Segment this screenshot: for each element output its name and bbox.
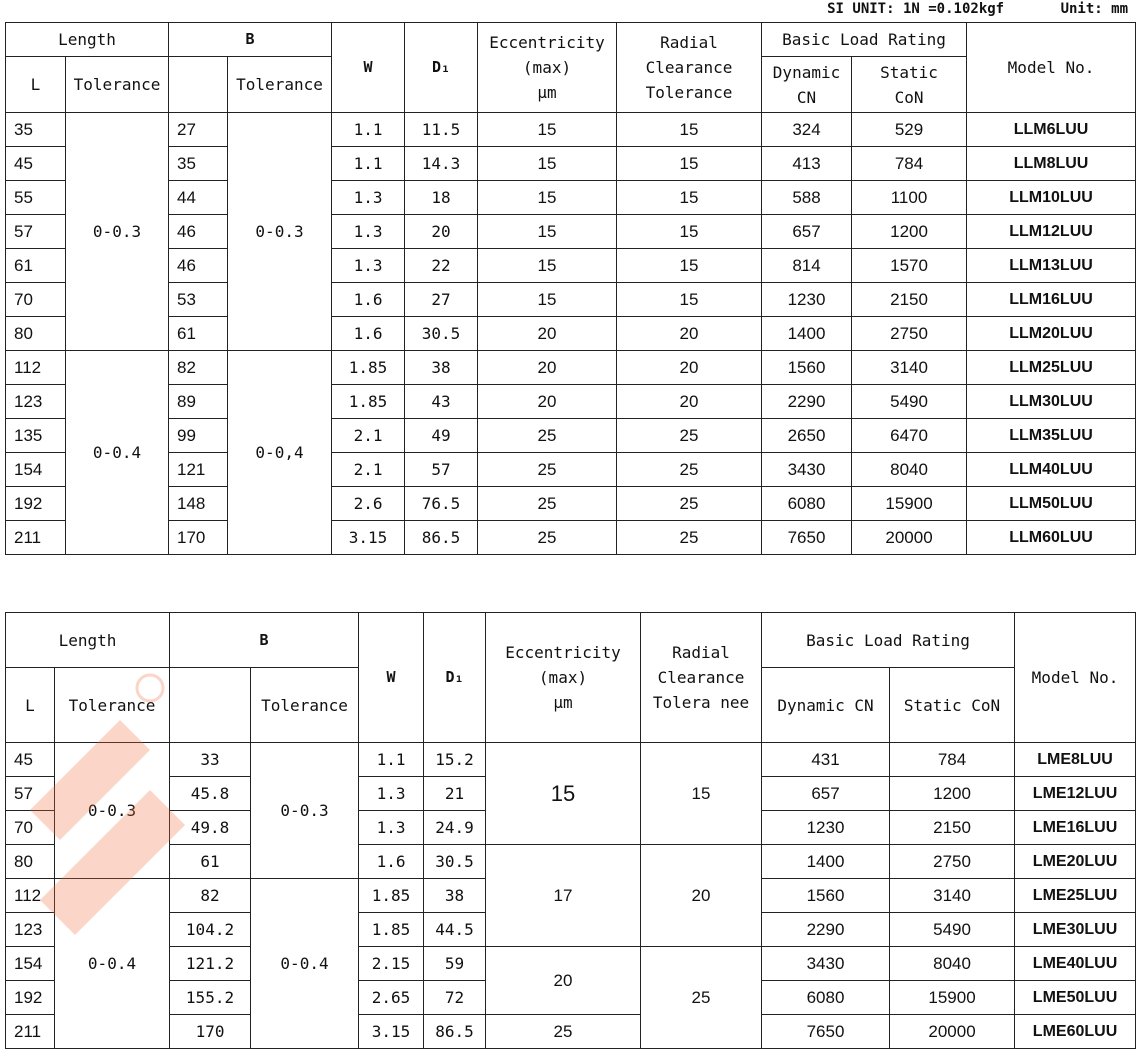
- cell-static: 2750: [852, 317, 967, 351]
- cell-w: 1.85: [332, 351, 405, 385]
- cell-l: 192: [6, 981, 55, 1015]
- header-ecc-line3: μm: [537, 83, 557, 102]
- cell-static: 2150: [890, 811, 1015, 845]
- header-length: Length: [6, 23, 169, 57]
- header-d1: D₁: [405, 23, 478, 113]
- llm-spec-table: [5, 22, 1136, 555]
- cell-d1: 24.9: [424, 811, 486, 845]
- cell-dynamic: 324: [762, 113, 852, 147]
- header-l: L: [6, 668, 55, 743]
- cell-d1: 20: [405, 215, 478, 249]
- unit-label: Unit: mm: [1060, 1, 1128, 17]
- cell-eccentricity: 25: [478, 521, 617, 555]
- cell-dynamic: 657: [762, 777, 890, 811]
- cell-radial: 15: [641, 743, 762, 845]
- si-unit-label: SI UNIT: 1N =0.102kgf: [827, 1, 1005, 17]
- cell-b: 170: [169, 521, 228, 555]
- cell-static: 3140: [890, 879, 1015, 913]
- cell-d1: 18: [405, 181, 478, 215]
- cell-static: 784: [852, 147, 967, 181]
- header-static: [852, 57, 967, 113]
- header-d1: D₁: [424, 613, 486, 743]
- cell-b: 82: [169, 351, 228, 385]
- header-b-blank: [169, 57, 228, 113]
- cell-dynamic: 2290: [762, 385, 852, 419]
- cell-b: 61: [169, 317, 228, 351]
- table-row: [6, 1015, 1136, 1049]
- header-radial: [641, 613, 762, 743]
- header-rad-line1: Radial: [660, 33, 718, 52]
- cell-b: 46: [169, 215, 228, 249]
- cell-d1: 86.5: [405, 521, 478, 555]
- cell-eccentricity: 15: [478, 283, 617, 317]
- cell-l: 45: [6, 147, 66, 181]
- table2-body: [6, 743, 1136, 1049]
- cell-static: 2750: [890, 845, 1015, 879]
- cell-radial: 15: [617, 181, 762, 215]
- cell-static: 8040: [852, 453, 967, 487]
- cell-static: 1570: [852, 249, 967, 283]
- cell-d1: 49: [405, 419, 478, 453]
- cell-dynamic: 1560: [762, 351, 852, 385]
- cell-w: 2.1: [332, 419, 405, 453]
- cell-dynamic: 1230: [762, 811, 890, 845]
- cell-dynamic: 814: [762, 249, 852, 283]
- cell-b: 89: [169, 385, 228, 419]
- cell-radial: 20: [617, 317, 762, 351]
- cell-l: 57: [6, 777, 55, 811]
- table-row: [6, 947, 1136, 981]
- table-row: [6, 351, 1136, 385]
- header-b-tolerance: Tolerance: [251, 668, 359, 743]
- cell-eccentricity: 15: [486, 743, 641, 845]
- cell-dynamic: 1230: [762, 283, 852, 317]
- header-ecc-line2: (max): [538, 668, 588, 687]
- cell-model: LLM60LUU: [967, 521, 1136, 555]
- header-rad-line2: Clearance: [657, 668, 745, 687]
- cell-dynamic: 1560: [762, 879, 890, 913]
- header-l: L: [6, 57, 66, 113]
- cell-radial: 15: [617, 147, 762, 181]
- cell-eccentricity: 25: [478, 487, 617, 521]
- cell-model: LME40LUU: [1015, 947, 1136, 981]
- header-ecc-line2: (max): [522, 58, 572, 77]
- header-ecc-line1: Eccentricity: [505, 643, 621, 662]
- cell-b: 155.2: [170, 981, 251, 1015]
- table1-header: [6, 23, 1136, 113]
- table-row: [6, 283, 1136, 317]
- cell-l: 57: [6, 215, 66, 249]
- header-eccentricity: [478, 23, 617, 113]
- header-l-tolerance: Tolerance: [66, 57, 169, 113]
- cell-w: 1.1: [359, 743, 424, 777]
- cell-l: 154: [6, 947, 55, 981]
- cell-l: 123: [6, 385, 66, 419]
- cell-w: 1.6: [359, 845, 424, 879]
- cell-dynamic: 2650: [762, 419, 852, 453]
- table-row: [6, 113, 1136, 147]
- cell-static: 1200: [852, 215, 967, 249]
- cell-d1: 27: [405, 283, 478, 317]
- cell-eccentricity: 15: [478, 113, 617, 147]
- cell-radial: 20: [617, 385, 762, 419]
- cell-model: LME16LUU: [1015, 811, 1136, 845]
- table-row: [6, 147, 1136, 181]
- cell-b: 99: [169, 419, 228, 453]
- cell-static: 3140: [852, 351, 967, 385]
- header-sta-line2: CoN: [894, 87, 924, 107]
- cell-radial: 15: [617, 215, 762, 249]
- cell-l-tolerance: 0-0.4: [55, 879, 170, 1049]
- header-dyn-line1: Dynamic: [772, 62, 841, 82]
- header-basic-load: Basic Load Rating: [762, 613, 1015, 668]
- cell-w: 3.15: [359, 1015, 424, 1049]
- cell-static: 784: [890, 743, 1015, 777]
- cell-b: 121.2: [170, 947, 251, 981]
- header-rad-line3: Tolera nee: [652, 693, 750, 712]
- cell-model: LME30LUU: [1015, 913, 1136, 947]
- table-row: [6, 181, 1136, 215]
- table-row: [6, 249, 1136, 283]
- cell-l-tolerance: 0-0.4: [66, 351, 169, 555]
- cell-b-tolerance: 0-0.4: [251, 879, 359, 1049]
- cell-dynamic: 3430: [762, 453, 852, 487]
- table-row: [6, 385, 1136, 419]
- cell-dynamic: 1400: [762, 317, 852, 351]
- cell-l-tolerance: 0-0.3: [55, 743, 170, 879]
- header-static: Static CoN: [890, 668, 1015, 743]
- header-b-blank: [170, 668, 251, 743]
- header-w: W: [359, 613, 424, 743]
- cell-b: 44: [169, 181, 228, 215]
- cell-l: 211: [6, 521, 66, 555]
- header-l-tolerance: Tolerance: [55, 668, 170, 743]
- cell-w: 1.3: [359, 811, 424, 845]
- table2-header: [6, 613, 1136, 743]
- cell-dynamic: 7650: [762, 521, 852, 555]
- cell-b: 104.2: [170, 913, 251, 947]
- header-basic-load: Basic Load Rating: [762, 23, 967, 57]
- header-sta-line1: Static: [880, 62, 938, 82]
- table-row: [6, 453, 1136, 487]
- cell-d1: 21: [424, 777, 486, 811]
- cell-l: 112: [6, 351, 66, 385]
- header-radial: [617, 23, 762, 113]
- cell-d1: 76.5: [405, 487, 478, 521]
- cell-d1: 72: [424, 981, 486, 1015]
- header-b: B: [170, 613, 359, 668]
- cell-model: LLM30LUU: [967, 385, 1136, 419]
- cell-dynamic: 657: [762, 215, 852, 249]
- cell-l: 112: [6, 879, 55, 913]
- cell-w: 2.6: [332, 487, 405, 521]
- cell-model: LME25LUU: [1015, 879, 1136, 913]
- cell-l: 80: [6, 317, 66, 351]
- header-dynamic: Dynamic CN: [762, 668, 890, 743]
- cell-b-tolerance: 0-0,4: [228, 351, 332, 555]
- cell-l: 192: [6, 487, 66, 521]
- cell-model: LLM40LUU: [967, 453, 1136, 487]
- cell-radial: 25: [617, 419, 762, 453]
- cell-b: 82: [170, 879, 251, 913]
- cell-static: 8040: [890, 947, 1015, 981]
- cell-l-tolerance: 0-0.3: [66, 113, 169, 351]
- cell-w: 2.15: [359, 947, 424, 981]
- cell-l: 70: [6, 811, 55, 845]
- cell-w: 1.3: [332, 215, 405, 249]
- cell-d1: 59: [424, 947, 486, 981]
- cell-dynamic: 1400: [762, 845, 890, 879]
- cell-radial: 15: [617, 249, 762, 283]
- cell-l: 61: [6, 249, 66, 283]
- cell-radial: 25: [617, 453, 762, 487]
- cell-l: 45: [6, 743, 55, 777]
- cell-model: LLM12LUU: [967, 215, 1136, 249]
- cell-model: LLM13LUU: [967, 249, 1136, 283]
- cell-eccentricity: 25: [478, 453, 617, 487]
- cell-model: LLM25LUU: [967, 351, 1136, 385]
- cell-d1: 30.5: [424, 845, 486, 879]
- cell-l: 135: [6, 419, 66, 453]
- header-dyn-line2: CN: [796, 87, 817, 107]
- cell-static: 15900: [852, 487, 967, 521]
- cell-static: 1200: [890, 777, 1015, 811]
- cell-eccentricity: 15: [478, 215, 617, 249]
- cell-static: 5490: [890, 913, 1015, 947]
- cell-b: 35: [169, 147, 228, 181]
- header-b: B: [169, 23, 332, 57]
- table-row: [6, 743, 1136, 777]
- cell-radial: 25: [617, 521, 762, 555]
- table-row: [6, 317, 1136, 351]
- cell-eccentricity: 20: [478, 351, 617, 385]
- header-b-tolerance: Tolerance: [228, 57, 332, 113]
- table-row: [6, 845, 1136, 879]
- table-row: [6, 419, 1136, 453]
- cell-eccentricity: 20: [478, 385, 617, 419]
- cell-dynamic: 2290: [762, 913, 890, 947]
- header-eccentricity: [486, 613, 641, 743]
- cell-w: 1.6: [332, 283, 405, 317]
- cell-static: 5490: [852, 385, 967, 419]
- cell-model: LLM6LUU: [967, 113, 1136, 147]
- cell-w: 3.15: [332, 521, 405, 555]
- cell-model: LME12LUU: [1015, 777, 1136, 811]
- cell-l: 123: [6, 913, 55, 947]
- lme-spec-table: [5, 612, 1136, 1049]
- units-note: [779, 0, 1128, 18]
- cell-eccentricity: 20: [478, 317, 617, 351]
- header-length: Length: [6, 613, 170, 668]
- cell-model: LLM8LUU: [967, 147, 1136, 181]
- cell-model: LME50LUU: [1015, 981, 1136, 1015]
- cell-dynamic: 431: [762, 743, 890, 777]
- cell-model: LME20LUU: [1015, 845, 1136, 879]
- cell-static: 15900: [890, 981, 1015, 1015]
- cell-l: 211: [6, 1015, 55, 1049]
- cell-static: 20000: [890, 1015, 1015, 1049]
- cell-radial: 15: [617, 283, 762, 317]
- cell-model: LLM16LUU: [967, 283, 1136, 317]
- cell-b: 61: [170, 845, 251, 879]
- cell-model: LLM50LUU: [967, 487, 1136, 521]
- cell-model: LME8LUU: [1015, 743, 1136, 777]
- cell-model: LME60LUU: [1015, 1015, 1136, 1049]
- header-rad-line1: Radial: [672, 643, 730, 662]
- header-model: Model No.: [967, 23, 1136, 113]
- cell-w: 1.85: [332, 385, 405, 419]
- cell-l: 154: [6, 453, 66, 487]
- cell-b: 27: [169, 113, 228, 147]
- cell-static: 20000: [852, 521, 967, 555]
- cell-b: 148: [169, 487, 228, 521]
- cell-static: 2150: [852, 283, 967, 317]
- cell-dynamic: 588: [762, 181, 852, 215]
- cell-w: 1.3: [332, 249, 405, 283]
- table1-body: [6, 113, 1136, 555]
- cell-model: LLM10LUU: [967, 181, 1136, 215]
- cell-d1: 38: [424, 879, 486, 913]
- cell-b: 49.8: [170, 811, 251, 845]
- cell-b-tolerance: 0-0.3: [251, 743, 359, 879]
- cell-radial: 15: [617, 113, 762, 147]
- cell-w: 1.6: [332, 317, 405, 351]
- cell-d1: 57: [405, 453, 478, 487]
- cell-model: LLM35LUU: [967, 419, 1136, 453]
- cell-d1: 86.5: [424, 1015, 486, 1049]
- header-ecc-line1: Eccentricity: [489, 33, 605, 52]
- cell-static: 6470: [852, 419, 967, 453]
- cell-static: 1100: [852, 181, 967, 215]
- cell-radial: 25: [641, 947, 762, 1049]
- cell-b: 53: [169, 283, 228, 317]
- cell-model: LLM20LUU: [967, 317, 1136, 351]
- cell-d1: 14.3: [405, 147, 478, 181]
- cell-w: 1.3: [359, 777, 424, 811]
- cell-eccentricity: 25: [486, 1015, 641, 1049]
- cell-radial: 20: [641, 845, 762, 947]
- header-model: Model No.: [1015, 613, 1136, 743]
- cell-d1: 22: [405, 249, 478, 283]
- cell-radial: 20: [617, 351, 762, 385]
- cell-dynamic: 6080: [762, 487, 852, 521]
- table-row: [6, 215, 1136, 249]
- cell-dynamic: 7650: [762, 1015, 890, 1049]
- cell-d1: 11.5: [405, 113, 478, 147]
- cell-eccentricity: 25: [478, 419, 617, 453]
- header-rad-line3: Tolerance: [645, 83, 733, 102]
- cell-b: 46: [169, 249, 228, 283]
- cell-dynamic: 3430: [762, 947, 890, 981]
- cell-b: 121: [169, 453, 228, 487]
- cell-d1: 44.5: [424, 913, 486, 947]
- cell-d1: 30.5: [405, 317, 478, 351]
- header-dynamic: [762, 57, 852, 113]
- cell-eccentricity: 15: [478, 249, 617, 283]
- cell-b: 33: [170, 743, 251, 777]
- header-rad-line2: Clearance: [645, 58, 733, 77]
- cell-w: 1.85: [359, 879, 424, 913]
- cell-b-tolerance: 0-0.3: [228, 113, 332, 351]
- cell-d1: 43: [405, 385, 478, 419]
- cell-dynamic: 6080: [762, 981, 890, 1015]
- cell-radial: 25: [617, 487, 762, 521]
- cell-w: 1.3: [332, 181, 405, 215]
- cell-b: 170: [170, 1015, 251, 1049]
- header-ecc-line3: μm: [553, 693, 573, 712]
- cell-eccentricity: 17: [486, 845, 641, 947]
- cell-b: 45.8: [170, 777, 251, 811]
- cell-static: 529: [852, 113, 967, 147]
- cell-w: 1.1: [332, 113, 405, 147]
- table-row: [6, 521, 1136, 555]
- cell-l: 55: [6, 181, 66, 215]
- cell-d1: 15.2: [424, 743, 486, 777]
- cell-eccentricity: 15: [478, 147, 617, 181]
- cell-w: 2.65: [359, 981, 424, 1015]
- table-row: [6, 487, 1136, 521]
- cell-eccentricity: 20: [486, 947, 641, 1015]
- header-w: W: [332, 23, 405, 113]
- cell-w: 2.1: [332, 453, 405, 487]
- cell-d1: 38: [405, 351, 478, 385]
- cell-eccentricity: 15: [478, 181, 617, 215]
- cell-dynamic: 413: [762, 147, 852, 181]
- cell-l: 35: [6, 113, 66, 147]
- cell-l: 80: [6, 845, 55, 879]
- cell-w: 1.85: [359, 913, 424, 947]
- cell-l: 70: [6, 283, 66, 317]
- cell-w: 1.1: [332, 147, 405, 181]
